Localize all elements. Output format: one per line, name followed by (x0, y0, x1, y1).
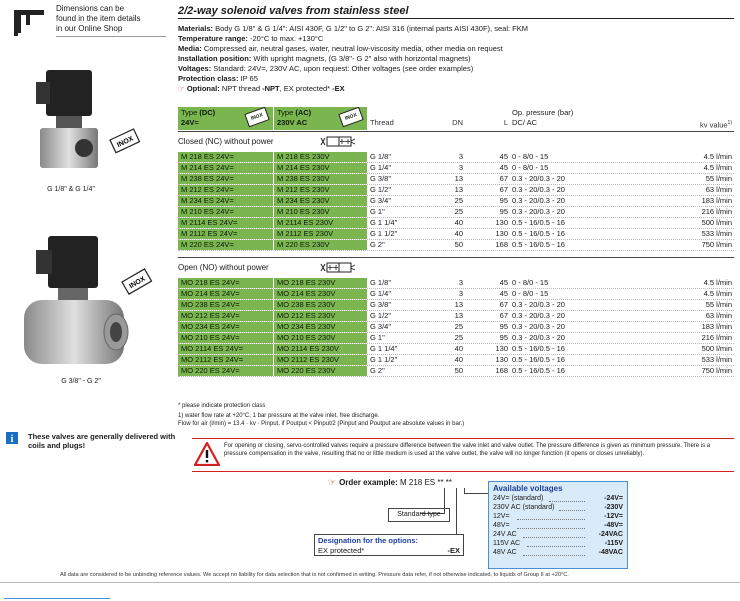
cell-l: 130 (495, 344, 508, 353)
materials-line (178, 24, 734, 34)
cell-kv: 750 l/min (701, 366, 732, 375)
cell-l: 67 (499, 185, 508, 194)
cell-ac: MO 212 ES 230V (274, 311, 367, 321)
table-row (178, 207, 734, 218)
table-header (178, 107, 734, 129)
voltages-title: Available voltages (493, 484, 563, 493)
cell-ac: M 220 ES 230V (274, 240, 367, 250)
ex-code: -EX (332, 84, 345, 93)
page-title: 2/2-way solenoid valves from stainless steel (178, 4, 734, 19)
header-text: kv value (700, 120, 728, 130)
cell-kv: 4.5 l/min (703, 289, 732, 298)
cell-kv: 4.5 l/min (703, 152, 732, 161)
table-row (178, 322, 734, 333)
cell-thread: G 1" (370, 207, 385, 216)
voltage-row (493, 539, 623, 548)
divider (4, 598, 110, 599)
voltage-label: 24V AC (493, 531, 517, 538)
cell-dn: 50 (454, 240, 463, 249)
cell-ac: M 2112 ES 230V (274, 229, 367, 239)
voltage-code: -115V (604, 540, 623, 547)
nc-group-title (178, 131, 734, 152)
cell-l: 168 (495, 366, 508, 375)
divider (0, 582, 740, 583)
specifications (178, 24, 734, 94)
cell-op: 0.3 - 20/0.3 - 20 (512, 185, 565, 194)
cell-kv: 533 l/min (701, 355, 732, 364)
header-text: (DC) (199, 108, 216, 117)
inox-badge: INOX (244, 107, 269, 127)
group-label: Open (NO) without power (178, 263, 269, 272)
cell-dc: MO 214 ES 24V= (178, 289, 273, 299)
cell-dc: MO 2112 ES 24V= (178, 355, 273, 365)
designation-row (318, 546, 460, 556)
footnote-ref: 1) (727, 120, 732, 126)
note-line: found in the item details (56, 14, 141, 23)
table-row (178, 278, 734, 289)
cell-dn: 13 (454, 174, 463, 183)
voltage-row (493, 521, 623, 530)
value: Body G 1/8" & G 1/4": AISI 430F, G 1/2" to G 2": AISI 316 (internal parts AISI 430F), seal: FKM (213, 24, 528, 33)
cell-ac: MO 2114 ES 230V (274, 344, 367, 354)
cell-thread: G 1/2" (370, 311, 392, 320)
cell-dc: M 212 ES 24V= (178, 185, 273, 195)
table-row (178, 163, 734, 174)
cell-l: 95 (499, 333, 508, 342)
header-thread: Thread (370, 118, 394, 127)
cell-dn: 25 (454, 333, 463, 342)
header-text: DC/ AC (512, 118, 538, 127)
cell-l: 67 (499, 174, 508, 183)
cell-dn: 3 (458, 278, 463, 287)
voltage-row (493, 530, 623, 539)
cell-dc: MO 220 ES 24V= (178, 366, 273, 376)
standard-type-box: Standard type (388, 508, 450, 522)
voltage-label: 12V= (493, 513, 510, 520)
available-voltages-box (488, 481, 628, 569)
header-text: (AC) (295, 108, 312, 117)
valve-symbol-no-icon (320, 262, 356, 273)
cell-kv: 750 l/min (701, 240, 732, 249)
header-dn: DN (452, 118, 463, 127)
cell-kv: 500 l/min (701, 344, 732, 353)
cell-thread: G 1 1/2" (370, 229, 398, 238)
cell-dn: 13 (454, 185, 463, 194)
voltage-code: -24V= (604, 495, 623, 502)
cell-thread: G 1 1/2" (370, 355, 398, 364)
cell-ac: M 212 ES 230V (274, 185, 367, 195)
ex-code: -EX (447, 546, 460, 555)
hand-pointer-icon: ☞ (178, 84, 185, 93)
cell-l: 45 (499, 278, 508, 287)
cell-kv: 55 l/min (705, 174, 732, 183)
large-valve-caption: G 3/8" - G 2" (61, 378, 101, 385)
value: -20°C to max. +130°C (247, 34, 324, 43)
label: Temperature range: (178, 34, 248, 43)
voltage-label: 24V= (standard) (493, 495, 544, 502)
cell-dc: MO 210 ES 24V= (178, 333, 273, 343)
cell-ac: MO 210 ES 230V (274, 333, 367, 343)
large-valve-image (6, 236, 156, 376)
cell-dn: 50 (454, 366, 463, 375)
header-text: Type (181, 108, 200, 117)
cell-l: 130 (495, 355, 508, 364)
small-valve-caption: G 1/8" & G 1/4" (47, 186, 95, 193)
cell-kv: 4.5 l/min (703, 278, 732, 287)
cell-ac: M 218 ES 230V (274, 152, 367, 162)
cell-dc: M 2112 ES 24V= (178, 229, 273, 239)
ex-label: EX protected* (318, 546, 365, 555)
cell-thread: G 3/4" (370, 322, 392, 331)
online-shop-text (56, 4, 166, 37)
cell-dn: 40 (454, 218, 463, 227)
cell-dc: MO 234 ES 24V= (178, 322, 273, 332)
voltage-row (493, 512, 623, 521)
cell-dn: 40 (454, 355, 463, 364)
valve-table (178, 107, 734, 377)
cell-dc: M 2114 ES 24V= (178, 218, 273, 228)
header-text: 230V AC (277, 118, 308, 127)
voltage-code: -230V (604, 504, 623, 511)
no-rows (178, 278, 734, 377)
warning-icon (194, 442, 220, 466)
cell-thread: G 1/8" (370, 278, 392, 287)
cell-dc: MO 2114 ES 24V= (178, 344, 273, 354)
cell-ac: M 210 ES 230V (274, 207, 367, 217)
designation-title: Designation for the options: (318, 536, 418, 545)
cell-thread: G 3/4" (370, 196, 392, 205)
footnotes (178, 402, 734, 428)
table-row (178, 311, 734, 322)
table-row (178, 185, 734, 196)
cell-kv: 500 l/min (701, 218, 732, 227)
table-row (178, 229, 734, 240)
no-group-title (178, 257, 734, 278)
order-value: M 218 ES ** ** (397, 478, 453, 487)
cell-thread: G 1/8" (370, 152, 392, 161)
cell-kv: 63 l/min (705, 311, 732, 320)
group-label: Closed (NC) without power (178, 137, 274, 146)
table-row (178, 152, 734, 163)
optional-line (178, 84, 734, 94)
installation-line (178, 54, 734, 64)
table-row (178, 240, 734, 251)
cell-dn: 13 (454, 311, 463, 320)
value: NPT thread (219, 84, 263, 93)
cell-l: 67 (499, 300, 508, 309)
npt-code: -NPT (262, 84, 280, 93)
label: Protection class: (178, 74, 239, 83)
label: Materials: (178, 24, 214, 33)
cell-thread: G 1/4" (370, 289, 392, 298)
cell-thread: G 3/8" (370, 300, 392, 309)
header-text: Op. pressure (bar) (512, 108, 574, 117)
voltage-code: -48V= (604, 522, 623, 529)
cell-dc: M 220 ES 24V= (178, 240, 273, 250)
footnote: * please indicate protection class (178, 403, 266, 409)
cell-dn: 3 (458, 163, 463, 172)
cell-op: 0.3 - 20/0.3 - 20 (512, 196, 565, 205)
temperature-line (178, 34, 734, 44)
inox-label: INOX (128, 275, 147, 291)
cell-l: 168 (495, 240, 508, 249)
cell-op: 0.5 - 16/0.5 - 16 (512, 240, 565, 249)
value: IP 65 (238, 74, 258, 83)
delivery-text: These valves are generally delivered with coils and plugs! (28, 432, 176, 450)
note-line: Dimensions can be (56, 4, 125, 13)
cell-dn: 40 (454, 229, 463, 238)
cell-dn: 40 (454, 344, 463, 353)
voltage-code: -48VAC (598, 549, 623, 556)
hand-pointer-icon: ☞ (328, 477, 337, 487)
footnote: 1) water flow rate at +20°C, 1 bar pressure at the valve inlet, free discharge. (178, 413, 380, 419)
voltage-code: -24VAC (598, 531, 623, 538)
cell-dn: 13 (454, 300, 463, 309)
cell-kv: 55 l/min (705, 300, 732, 309)
cell-l: 95 (499, 196, 508, 205)
cell-kv: 216 l/min (701, 207, 732, 216)
cell-thread: G 1 1/4" (370, 218, 398, 227)
cell-l: 95 (499, 322, 508, 331)
cell-op: 0 - 8/0 - 15 (512, 163, 549, 172)
cell-op: 0 - 8/0 - 15 (512, 289, 549, 298)
cell-kv: 4.5 l/min (703, 163, 732, 172)
voltage-label: 115V AC (493, 540, 521, 547)
table-row (178, 300, 734, 311)
table-row (178, 333, 734, 344)
cell-dn: 25 (454, 207, 463, 216)
cell-op: 0.5 - 16/0.5 - 16 (512, 229, 565, 238)
header-ac (274, 107, 367, 130)
voltage-row (493, 548, 623, 557)
cell-op: 0.5 - 16/0.5 - 16 (512, 218, 565, 227)
cell-op: 0.3 - 20/0.3 - 20 (512, 322, 565, 331)
cell-kv: 216 l/min (701, 333, 732, 342)
cell-op: 0.3 - 20/0.3 - 20 (512, 333, 565, 342)
table-row (178, 344, 734, 355)
cell-op: 0.5 - 16/0.5 - 16 (512, 344, 565, 353)
cell-ac: MO 214 ES 230V (274, 289, 367, 299)
cell-dn: 25 (454, 196, 463, 205)
label: Voltages: (178, 64, 212, 73)
inox-label: INOX (116, 135, 135, 150)
cell-kv: 533 l/min (701, 229, 732, 238)
cell-thread: G 2" (370, 240, 385, 249)
table-row (178, 174, 734, 185)
cell-ac: MO 238 ES 230V (274, 300, 367, 310)
cell-l: 130 (495, 229, 508, 238)
cell-op: 0.3 - 20/0.3 - 20 (512, 311, 565, 320)
header-op-pressure (512, 107, 622, 130)
cell-op: 0.3 - 20/0.3 - 20 (512, 207, 565, 216)
cell-thread: G 1/2" (370, 185, 392, 194)
cell-ac: M 2114 ES 230V (274, 218, 367, 228)
footnote: Flow for air (l/min) = 13.4 · kv · Pinput, if Poutput < Pinput/2 (Pinput and Poutput are absolute values in bar.) (178, 421, 465, 427)
cell-ac: M 214 ES 230V (274, 163, 367, 173)
cell-kv: 63 l/min (705, 185, 732, 194)
table-row (178, 289, 734, 300)
voltage-label: 230V AC (standard) (493, 504, 555, 511)
table-row (178, 366, 734, 377)
header-text: 24V= (181, 118, 199, 127)
cell-dc: M 218 ES 24V= (178, 152, 273, 162)
caliper-icon (12, 8, 46, 38)
cell-ac: MO 2112 ES 230V (274, 355, 367, 365)
connector-line (464, 493, 490, 494)
value: Compressed air, neutral gases, water, neutral low-viscosity media, other media on request (201, 44, 503, 53)
cell-dc: M 234 ES 24V= (178, 196, 273, 206)
cell-op: 0.5 - 16/0.5 - 16 (512, 355, 565, 364)
cell-dn: 25 (454, 322, 463, 331)
header-text: Type (277, 108, 296, 117)
cell-thread: G 2" (370, 366, 385, 375)
protection-line (178, 74, 734, 84)
cell-op: 0.3 - 20/0.3 - 20 (512, 174, 565, 183)
cell-dn: 3 (458, 152, 463, 161)
cell-dc: M 214 ES 24V= (178, 163, 273, 173)
cell-ac: M 234 ES 230V (274, 196, 367, 206)
label: Optional: (186, 84, 220, 93)
svg-text:i: i (10, 434, 14, 444)
cell-op: 0 - 8/0 - 15 (512, 152, 549, 161)
header-l: L (503, 118, 508, 127)
cell-thread: G 1/4" (370, 163, 392, 172)
cell-op: 0 - 8/0 - 15 (512, 278, 549, 287)
voltage-row (493, 503, 623, 512)
header-dc (178, 107, 273, 130)
order-label: Order example: (339, 478, 398, 487)
value: Standard: 24V=, 230V AC, upon request: Other voltages (see order examples) (211, 64, 474, 73)
note-line: in our Online Shop (56, 24, 123, 33)
cell-l: 45 (499, 289, 508, 298)
voltage-label: 48V AC (493, 549, 517, 556)
voltage-code: -12V= (604, 513, 623, 520)
cell-dc: MO 238 ES 24V= (178, 300, 273, 310)
cell-thread: G 1 1/4" (370, 344, 398, 353)
voltage-row (493, 494, 623, 503)
warning-text: For opening or closing, servo-controlled valves require a pressure difference between the valve inlet and valve outlet. The pressure difference is given as minimum pressure. There is a pressure compensation in the valve, resulting that no or little medium is used at the valve outlet, the valve will no longer function (it opens or closes unreliably). (224, 443, 711, 457)
options-designation (314, 534, 464, 556)
table-row (178, 355, 734, 366)
media-line (178, 44, 734, 54)
cell-dc: M 210 ES 24V= (178, 207, 273, 217)
cell-dc: M 238 ES 24V= (178, 174, 273, 184)
cell-l: 130 (495, 218, 508, 227)
value: , EX protected* (279, 84, 333, 93)
nc-rows (178, 152, 734, 251)
cell-dc: MO 212 ES 24V= (178, 311, 273, 321)
cell-l: 95 (499, 207, 508, 216)
pressure-warning (192, 438, 734, 472)
cell-kv: 183 l/min (701, 196, 732, 205)
small-valve-image (6, 70, 146, 180)
cell-op: 0.5 - 16/0.5 - 16 (512, 366, 565, 375)
info-icon (6, 432, 18, 444)
cell-thread: G 1" (370, 333, 385, 342)
inox-badge: INOX (338, 107, 363, 127)
cell-l: 45 (499, 152, 508, 161)
cell-ac: MO 218 ES 230V (274, 278, 367, 288)
cell-kv: 183 l/min (701, 322, 732, 331)
cell-ac: MO 234 ES 230V (274, 322, 367, 332)
label: Media: (178, 44, 202, 53)
disclaimer: All data are considered to be unbinding reference values. We accept no liability for data selection that is not confirmed in writing. Pressure data refer, if not otherwise indicated, to liquids of Group II at +20°C. (60, 572, 569, 578)
cell-op: 0.3 - 20/0.3 - 20 (512, 300, 565, 309)
table-row (178, 218, 734, 229)
label: Installation position: (178, 54, 252, 63)
cell-ac: M 238 ES 230V (274, 174, 367, 184)
table-row (178, 196, 734, 207)
cell-l: 45 (499, 163, 508, 172)
valve-symbol-nc-icon (320, 136, 356, 147)
cell-ac: MO 220 ES 230V (274, 366, 367, 376)
cell-dn: 3 (458, 289, 463, 298)
voltages-line (178, 64, 734, 74)
cell-dc: MO 218 ES 24V= (178, 278, 273, 288)
voltage-label: 48V= (493, 522, 510, 529)
value: With upright magnets, (G 3/8"- G 2" also with horizontal magnets) (251, 54, 471, 63)
cell-l: 67 (499, 311, 508, 320)
cell-thread: G 3/8" (370, 174, 392, 183)
